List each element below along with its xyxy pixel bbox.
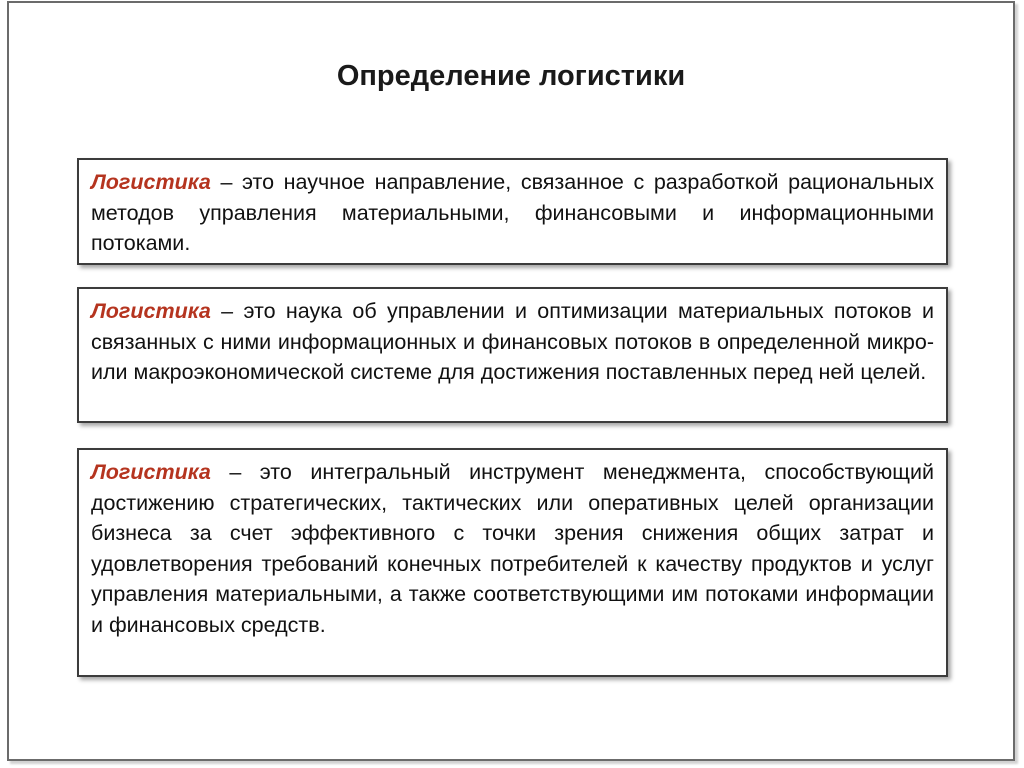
slide-title: Определение логистики [336,60,686,92]
definition-text: – это наука об управлении и оптимизации материальных потоков и связанных с ними информационных и финансовых потоков в определенной микро- или макроэкономической системе для достижения поставленных перед ней целей. [91,299,934,384]
definition-box-1 [77,158,948,265]
definition-term: Логистика [91,299,211,323]
definition-text: – это научное направление, связанное с разработкой рациональных методов управления материальными, финансовыми и информационными потоками. [91,170,934,255]
definition-box-2 [77,287,948,423]
slide-frame [7,1,1015,761]
definition-term: Логистика [91,170,211,194]
definition-term: Логистика [91,460,211,484]
definition-text: – это интегральный инструмент менеджмента, способствующий достижению стратегических, тактических или оперативных целей организации бизнеса за счет эффективного с точки зрения снижения общих затрат и удовлетворения требований конечных потребителей к качеству продуктов и услуг управления материальными, а также соответствующими им потоками информации и финансовых средств. [91,460,934,637]
definition-box-3 [77,448,948,677]
